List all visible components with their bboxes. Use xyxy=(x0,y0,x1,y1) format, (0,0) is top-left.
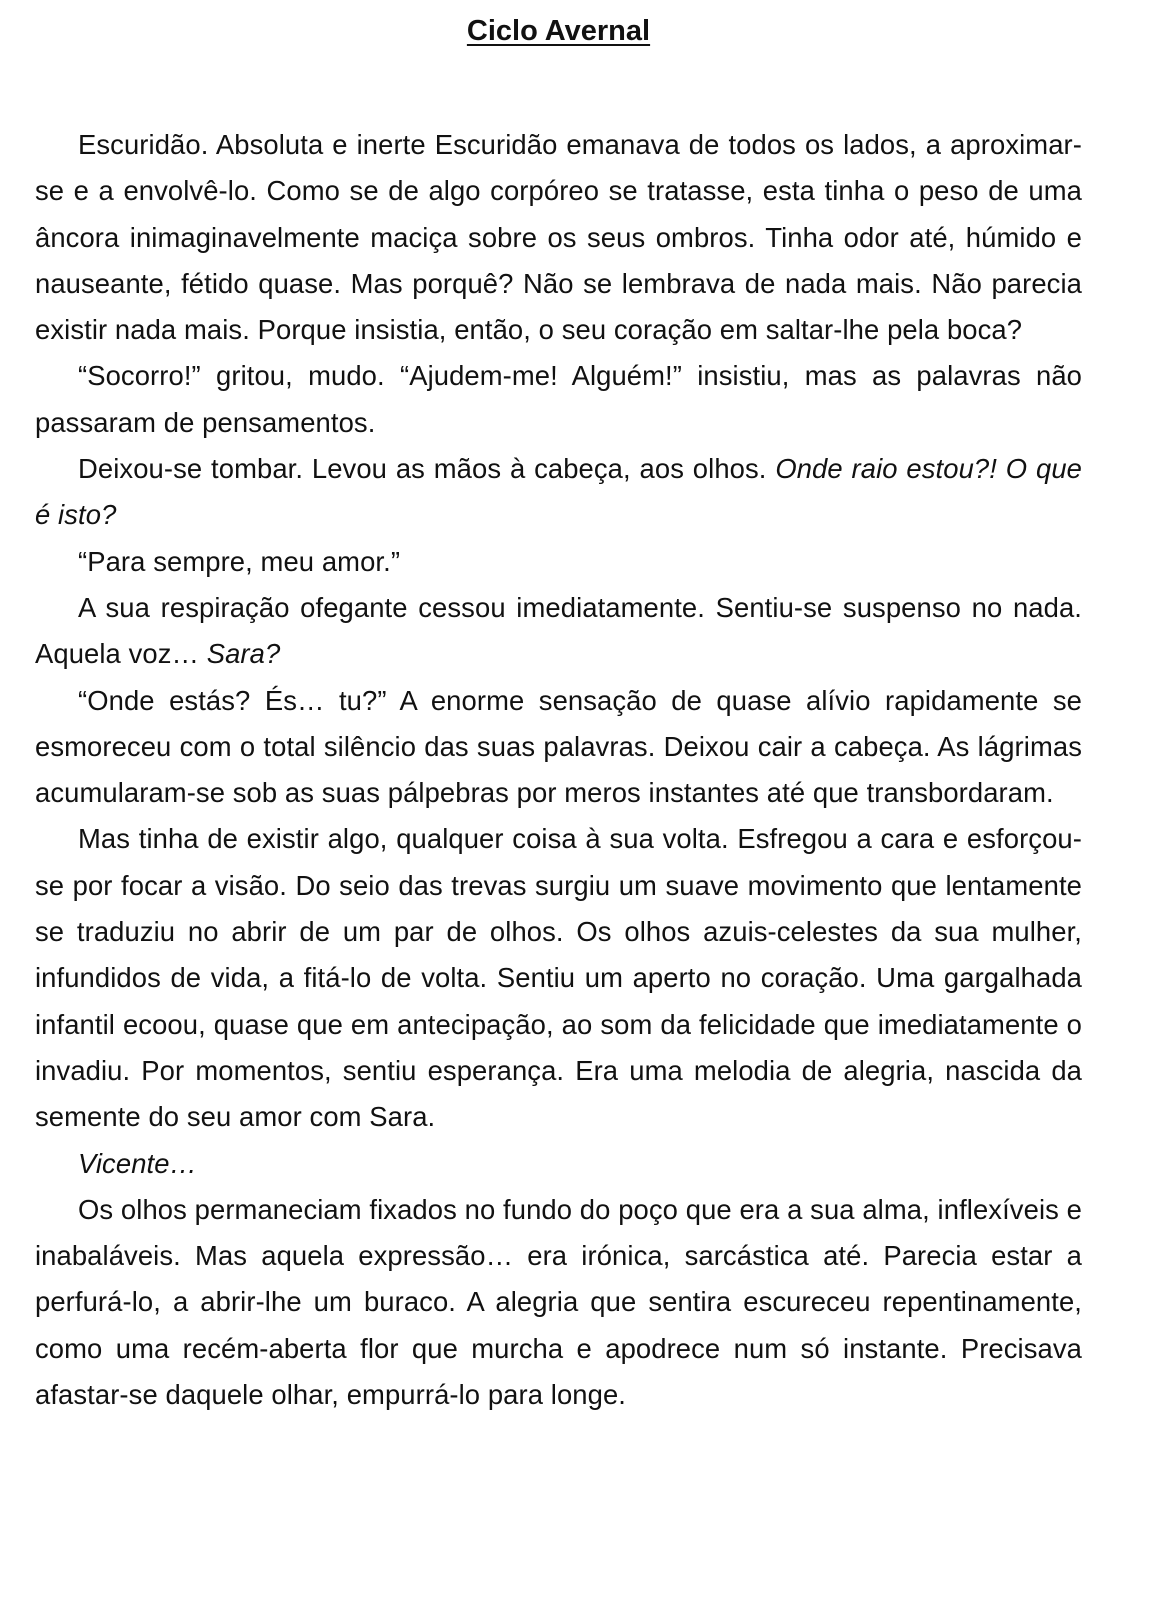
paragraph-3-italic-thought: Onde raio estou?! O que é isto? xyxy=(35,453,1082,531)
paragraph-8 xyxy=(35,1141,1082,1187)
chapter-body xyxy=(35,122,1082,1418)
chapter-title: Ciclo Avernal xyxy=(466,15,651,47)
paragraph-9 xyxy=(35,1187,1082,1418)
paragraph-2-text: “Socorro!” gritou, mudo. “Ajudem-me! Alguém!” insistiu, mas as palavras não passaram de pensamentos. xyxy=(35,360,1082,438)
paragraph-6 xyxy=(35,678,1082,817)
paragraph-1 xyxy=(35,122,1082,353)
paragraph-9-text: Os olhos permaneciam fixados no fundo do poço que era a sua alma, inflexíveis e inabaláveis. Mas aquela expressão… era irónica, sarcástica até. Parecia estar a perfurá-lo, a abrir-lhe um buraco. A alegria que sentira escureceu repentinamente, como uma recém-aberta flor que murcha e apodrece num só instante. Precisava afastar-se daquele olhar, empurrá-lo para longe. xyxy=(35,1193,1082,1411)
paragraph-3 xyxy=(35,446,1082,539)
paragraph-5 xyxy=(35,585,1082,678)
paragraph-4-text: “Para sempre, meu amor.” xyxy=(78,545,401,577)
paragraph-7 xyxy=(35,816,1082,1140)
paragraph-5-text: A sua respiração ofegante cessou imediatamente. Sentiu-se suspenso no nada. Aquela voz… xyxy=(35,591,1082,670)
paragraph-6-text: “Onde estás? És… tu?” A enorme sensação de quase alívio rapidamente se esmoreceu com o total silêncio das suas palavras. Deixou cair a cabeça. As lágrimas acumularam-se sob as suas pálpebras por meros instantes até que transbordaram. xyxy=(35,684,1082,809)
paragraph-1-text: Escuridão. Absoluta e inerte Escuridão emanava de todos os lados, a aproximar-se e a envolvê-lo. Como se de algo corpóreo se tratasse, esta tinha o peso de uma âncora inimaginavelmente maciça sobre os seus ombros. Tinha odor até, húmido e nauseante, fétido quase. Mas porquê? Não se lembrava de nada mais. Não parecia existir nada mais. Porque insistia, então, o seu coração em saltar-lhe pela boca? xyxy=(35,129,1082,346)
paragraph-3-text: Deixou-se tombar. Levou as mãos à cabeça, aos olhos. xyxy=(78,453,776,485)
document-page xyxy=(35,8,1082,1418)
paragraph-4 xyxy=(35,539,1082,585)
paragraph-7-text: Mas tinha de existir algo, qualquer coisa à sua volta. Esfregou a cara e esforçou-se por focar a visão. Do seio das trevas surgiu um suave movimento que lentamente se traduziu no abrir de um par de olhos. Os olhos azuis-celestes da sua mulher, infundidos de vida, a fitá-lo de volta. Sentiu um aperto no coração. Uma gargalhada infantil ecoou, quase que em antecipação, ao som da felicidade que imediatamente o invadiu. Por momentos, sentiu esperança. Era uma melodia de alegria, nascida da semente do seu amor com Sara. xyxy=(35,823,1082,1133)
paragraph-2 xyxy=(35,353,1082,446)
paragraph-5-italic-name: Sara? xyxy=(206,638,281,670)
paragraph-8-italic-name: Vicente… xyxy=(78,1147,198,1179)
